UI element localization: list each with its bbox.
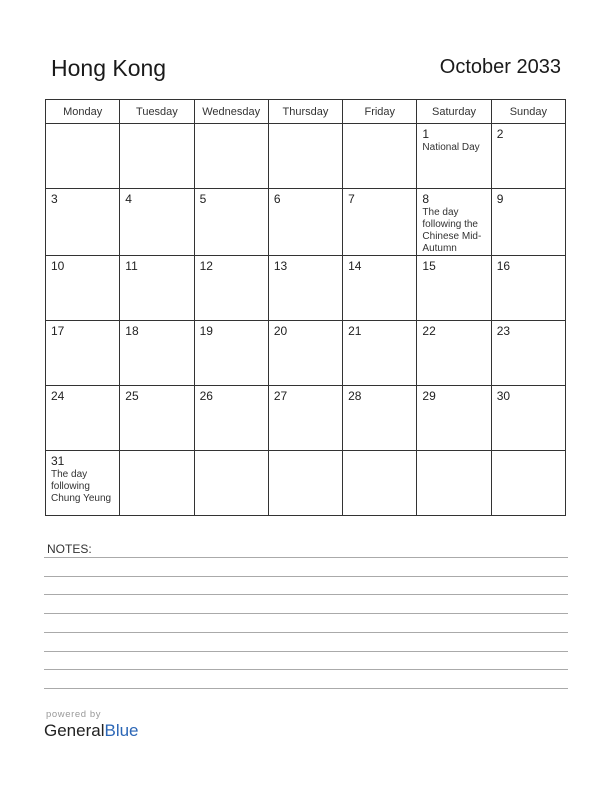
calendar-day-cell <box>417 321 491 386</box>
calendar-day-cell <box>268 256 342 321</box>
calendar-day-cell <box>491 256 565 321</box>
calendar-day-cell <box>120 189 194 256</box>
calendar-week-row <box>46 124 566 189</box>
day-number: 13 <box>273 259 288 273</box>
day-number: 18 <box>125 324 139 338</box>
calendar-day-cell <box>343 321 417 386</box>
day-number: 2 <box>496 127 504 141</box>
notes-line <box>44 669 568 670</box>
day-number: 16 <box>496 259 511 273</box>
calendar-week-row <box>46 321 566 386</box>
notes-line <box>44 632 568 633</box>
day-number: 31 <box>51 454 65 468</box>
holiday-label: The day following the Chinese Mid-Autumn <box>422 207 482 254</box>
calendar-day-cell <box>46 386 120 451</box>
weekday-friday: Friday <box>343 100 417 124</box>
calendar-empty-cell <box>343 124 417 189</box>
day-number: 15 <box>422 259 436 273</box>
page-title-month: October 2033 <box>439 56 561 78</box>
notes-line <box>44 651 568 652</box>
day-number: 5 <box>199 192 207 206</box>
day-number: 21 <box>348 324 362 338</box>
day-number: 3 <box>51 192 58 206</box>
calendar-day-cell <box>343 256 417 321</box>
notes-line <box>44 688 568 689</box>
notes-line <box>44 594 568 595</box>
day-number: 22 <box>422 324 436 338</box>
calendar-day-cell <box>268 189 342 256</box>
calendar-day-cell <box>417 256 491 321</box>
calendar-day-cell <box>491 189 565 256</box>
page-title-country: Hong Kong <box>51 55 167 81</box>
day-number: 27 <box>273 389 288 403</box>
calendar-empty-cell <box>194 451 268 516</box>
day-number: 25 <box>125 389 139 403</box>
day-number: 20 <box>273 324 288 338</box>
brand-name-general: General <box>44 721 105 740</box>
holiday-label: The day following Chung Yeung <box>51 469 112 504</box>
calendar-day-cell <box>46 189 120 256</box>
notes-line <box>44 576 568 577</box>
calendar-day-cell <box>343 189 417 256</box>
calendar-week-row <box>46 451 566 516</box>
calendar-empty-cell <box>194 124 268 189</box>
calendar-day-cell <box>417 124 491 189</box>
calendar-week-row <box>46 256 566 321</box>
day-number: 10 <box>51 259 65 273</box>
calendar-grid <box>45 99 566 516</box>
calendar-day-cell <box>417 189 491 256</box>
weekday-monday: Monday <box>46 100 120 124</box>
day-number: 29 <box>422 389 436 403</box>
calendar-day-cell <box>194 189 268 256</box>
calendar-empty-cell <box>120 124 194 189</box>
day-number: 24 <box>51 389 65 403</box>
day-number: 17 <box>51 324 65 338</box>
calendar-week-row <box>46 189 566 256</box>
brand-logo[interactable] <box>44 721 139 741</box>
day-number: 23 <box>496 324 511 338</box>
calendar-day-cell <box>268 321 342 386</box>
calendar-day-cell <box>194 321 268 386</box>
calendar-empty-cell <box>120 451 194 516</box>
notes-line <box>44 557 568 558</box>
weekday-wednesday: Wednesday <box>194 100 268 124</box>
day-number: 26 <box>199 389 213 403</box>
calendar-day-cell <box>46 256 120 321</box>
day-number: 14 <box>348 259 362 273</box>
calendar-day-cell <box>120 386 194 451</box>
day-number: 28 <box>348 389 362 403</box>
calendar-empty-cell <box>268 124 342 189</box>
calendar-day-cell <box>46 451 120 516</box>
weekday-saturday: Saturday <box>417 100 491 124</box>
day-number: 12 <box>199 259 213 273</box>
day-number: 11 <box>125 259 138 273</box>
powered-by-text: powered by <box>46 709 102 720</box>
calendar-empty-cell <box>491 451 565 516</box>
calendar-empty-cell <box>46 124 120 189</box>
calendar-day-cell <box>491 124 565 189</box>
holiday-label: National Day <box>422 142 480 153</box>
notes-line <box>44 613 568 614</box>
day-number: 4 <box>125 192 132 206</box>
day-number: 9 <box>496 192 504 206</box>
day-number: 7 <box>348 192 355 206</box>
calendar-empty-cell <box>268 451 342 516</box>
notes-label: NOTES: <box>47 542 92 556</box>
calendar-day-cell <box>417 386 491 451</box>
calendar-day-cell <box>491 321 565 386</box>
weekday-sunday: Sunday <box>491 100 565 124</box>
calendar-day-cell <box>194 386 268 451</box>
calendar-day-cell <box>268 386 342 451</box>
day-number: 6 <box>273 192 281 206</box>
calendar-body <box>46 124 566 516</box>
calendar-week-row <box>46 386 566 451</box>
calendar-empty-cell <box>343 451 417 516</box>
calendar-day-cell <box>491 386 565 451</box>
calendar-day-cell <box>120 256 194 321</box>
day-number: 1 <box>422 127 430 141</box>
weekday-header-row <box>46 100 566 124</box>
day-number: 8 <box>422 192 430 206</box>
brand-name-blue: Blue <box>104 721 139 740</box>
calendar-day-cell <box>194 256 268 321</box>
calendar-day-cell <box>120 321 194 386</box>
day-number: 30 <box>496 389 511 403</box>
calendar-empty-cell <box>417 451 491 516</box>
weekday-thursday: Thursday <box>268 100 342 124</box>
calendar-day-cell <box>343 386 417 451</box>
weekday-tuesday: Tuesday <box>120 100 194 124</box>
calendar-day-cell <box>46 321 120 386</box>
day-number: 19 <box>199 324 213 338</box>
